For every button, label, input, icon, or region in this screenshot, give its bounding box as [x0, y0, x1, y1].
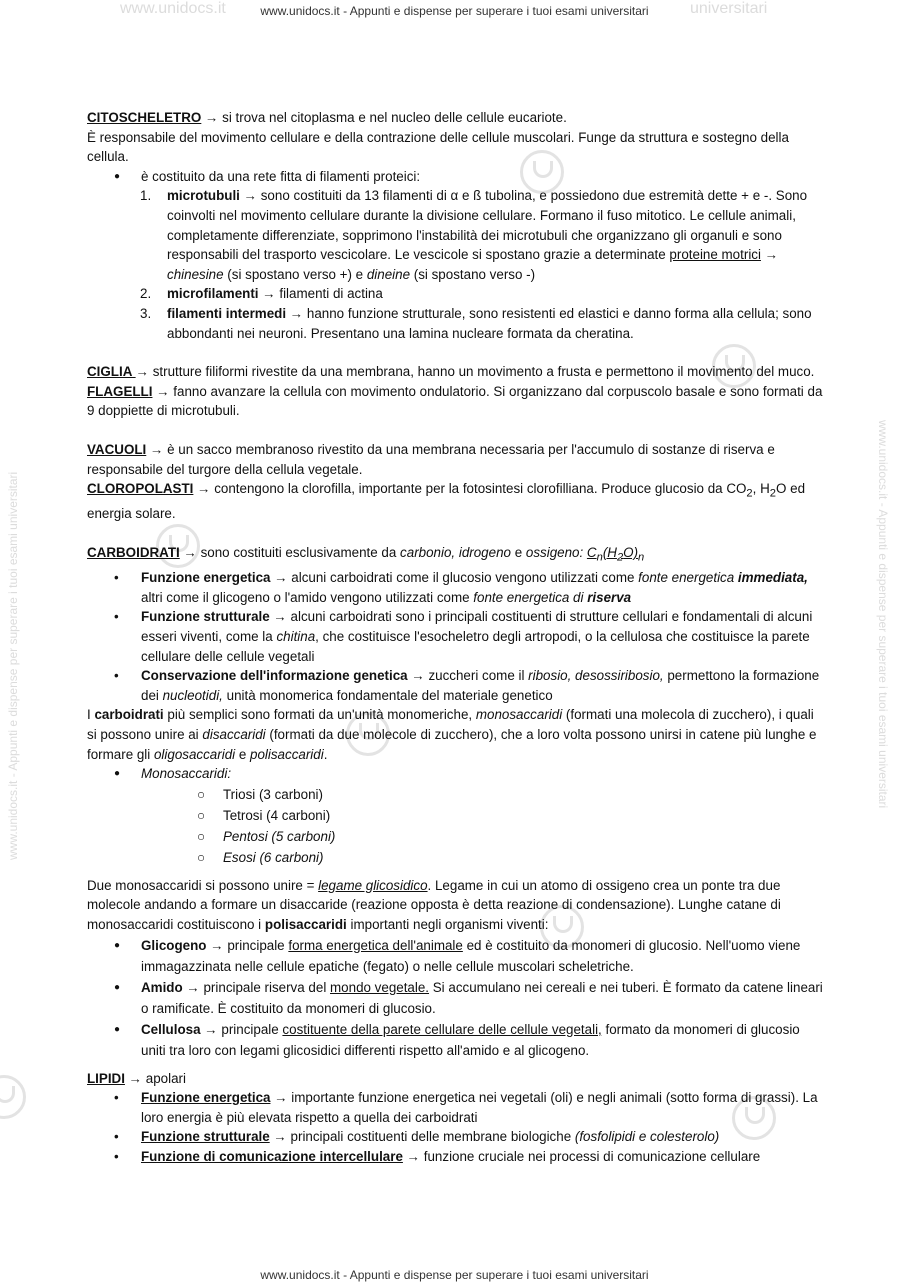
unidocs-logo-icon — [0, 1075, 26, 1119]
list-item: • Conservazione dell'informazione genetica → zuccheri come il ribosio, desossiribosio, permettono la formazione dei nucleotidi, unità monomerica fondamentale del materiale genetico — [114, 668, 820, 703]
list-item: ○ Pentosi (5 carboni) — [197, 828, 336, 844]
cloroplasti-paragraph: CLOROPOLASTI → contengono la clorofilla, importante per la fotosintesi clorofilliana. Produce glucosio da $CO_2$, $H_2O$ ed energia solare. — [87, 481, 806, 522]
carboidrati-monomers-paragraph: I carboidrati più semplici sono formati da un'unità monomeriche, monosaccaridi (formati una molecola di zucchero), i quali si possono unire ai disaccaridi (formati da due molecole di zucchero), che a loro volta possono unirsi in catene più lunghe e formare gli oligosaccaridi e polisaccaridi. — [87, 707, 817, 762]
list-item: • Funzione di comunicazione intercellulare → funzione cruciale nei processi di comunicazione cellulare — [114, 1148, 761, 1164]
right-side-watermark: www.unidocs.it - Appunti e dispense per superare i tuoi esami universitari — [876, 420, 890, 809]
lipidi-heading: LIPIDI — [87, 1070, 125, 1086]
list-item: ● Glicogeno → principale forma energetica dell'animale ed è costituito da monomeri di glucosio. Nell'uomo viene immagazzinata nelle cellule epatiche (fegato) o nelle cellule muscolari scheletriche. — [114, 937, 801, 974]
ciglia-heading: CIGLIA — [87, 364, 136, 380]
vacuoli-paragraph: VACUOLI → è un sacco membranoso rivestito da una membrana necessaria per l'accumulo di sostanze di riserva e responsabile del turgore della cellula vegetale. — [87, 441, 775, 477]
document-body — [87, 108, 827, 1167]
list-item: 1. microtubuli → sono costituiti da 13 filamenti di α e ß tubolina, e possiedono due estremità dette + e -. Sono coinvolti nel movimento cellulare durante la divisione cellulare. Formano il fuso mitotico. Le cellule animali, completamente differenziate, sopprimono l'instabilità dei microtubuli che organizzano gli organuli e sono responsabili del trasporto vescicolare. Le vescicole si spostano grazie a determinate proteine motrici → chinesine (si spostano verso +) e dineine (si spostano verso -) — [140, 188, 808, 282]
list-item: ○ Tetrosi (4 carboni) — [197, 807, 331, 823]
citoscheletro-description: È responsabile del movimento cellulare e della contrazione delle cellule muscolari. Funge da struttura e sostegno della cellula. — [87, 129, 789, 165]
top-ghost-watermark-right: universitari — [690, 0, 768, 17]
watermark-banner-text: www.unidocs.it - Appunti e dispense per superare i tuoi esami universitari — [260, 1268, 649, 1282]
bottom-watermark-banner — [0, 1268, 909, 1282]
watermark-banner-text: www.unidocs.it - Appunti e dispense per superare i tuoi esami universitari — [260, 4, 649, 18]
lipidi-paragraph: LIPIDI → apolari — [87, 1070, 186, 1086]
citoscheletro-paragraph: CITOSCHELETRO → si trova nel citoplasma e nel nucleo delle cellule eucariote. — [87, 110, 567, 125]
top-ghost-watermark-left: www.unidocs.it — [120, 0, 226, 17]
carboidrati-heading: CARBOIDRATI — [87, 544, 180, 560]
list-item: ● Cellulosa → principale costituente della parete cellulare delle cellule vegetali, formato da monomeri di glucosio uniti tra loro con legami glicosidici differenti rispetto all'amido e al glicogeno. — [114, 1021, 800, 1058]
carbohydrate-formula: $C_n(H_2O)_n$ — [586, 544, 645, 564]
list-item: • Funzione energetica → alcuni carboidrati come il glucosio vengono utilizzati come fonte energetica immediata, altri come il glicogeno o l'amido vengono utilizzati come fonte energetica di riserva — [114, 570, 808, 605]
list-item: ○ Triosi (3 carboni) — [197, 786, 323, 802]
list-item: ○ Esosi (6 carboni) — [197, 849, 324, 865]
citoscheletro-heading: CITOSCHELETRO — [87, 110, 202, 125]
list-item: ● Amido → principale riserva del mondo vegetale. Si accumulano nei cereali e nei tuberi. È formato da catene lineari o ramificate. È costituito da monomeri di glucosio. — [114, 979, 823, 1016]
left-side-watermark: www.unidocs.it - Appunti e dispense per superare i tuoi esami universitari — [6, 471, 20, 860]
list-item: ● Monosaccaridi: — [114, 766, 232, 782]
vacuoli-heading: VACUOLI — [87, 441, 147, 457]
top-watermark-banner — [0, 4, 909, 18]
list-item: ● è costituito da una rete fitta di filamenti proteici: — [114, 168, 421, 184]
list-item: 2. microfilamenti → filamenti di actina — [140, 286, 383, 302]
list-item: • Funzione strutturale → principali costituenti delle membrane biologiche (fosfolipidi e colesterolo) — [114, 1129, 720, 1145]
list-item: • Funzione strutturale → alcuni carboidrati sono i principali costituenti di strutture cellulari e fondamentali di alcuni esseri viventi, come la chitina, che costituisce l'esocheletro degli artropodi, o la cellulosa che costituisce la parete cellulare delle cellule vegetali — [114, 609, 813, 664]
flagelli-heading: FLAGELLI — [87, 383, 153, 399]
ciglia-paragraph: CIGLIA → strutture filiformi rivestite da una membrana, hanno un movimento a frusta e permettono il movimento del muco. — [87, 364, 815, 380]
flagelli-paragraph: FLAGELLI → fanno avanzare la cellula con movimento ondulatorio. Si organizzano dal corpuscolo basale e sono formati da 9 doppiette di microtubuli. — [87, 383, 823, 419]
cloroplasti-heading: CLOROPOLASTI — [87, 481, 194, 497]
legame-glicosidico-paragraph: Due monosaccaridi si possono unire = legame glicosidico. Legame in cui un atomo di ossigeno crea un ponte tra due molecole andando a formare un disaccaride (reazione opposta è detta reazione di condensazione). Lunghe catane di monosaccaridi costituiscono i polisaccaridi importanti negli organismi viventi: — [87, 877, 781, 932]
list-item: • Funzione energetica → importante funzione energetica nei vegetali (oli) e negli animali (sotto forma di grassi). La loro energia è più elevata rispetto a quella dei carboidrati — [114, 1090, 818, 1125]
list-item: 3. filamenti intermedi → hanno funzione strutturale, sono resistenti ed elastici e danno forma alla cellula; sono abbondanti nei neuroni. Presentano una lamina nucleare formata da cheratina. — [140, 305, 812, 341]
carboidrati-paragraph: CARBOIDRATI → sono costituiti esclusivamente da carbonio, idrogeno e ossigeno: $C_n(H_2O)_n$ — [87, 544, 645, 564]
